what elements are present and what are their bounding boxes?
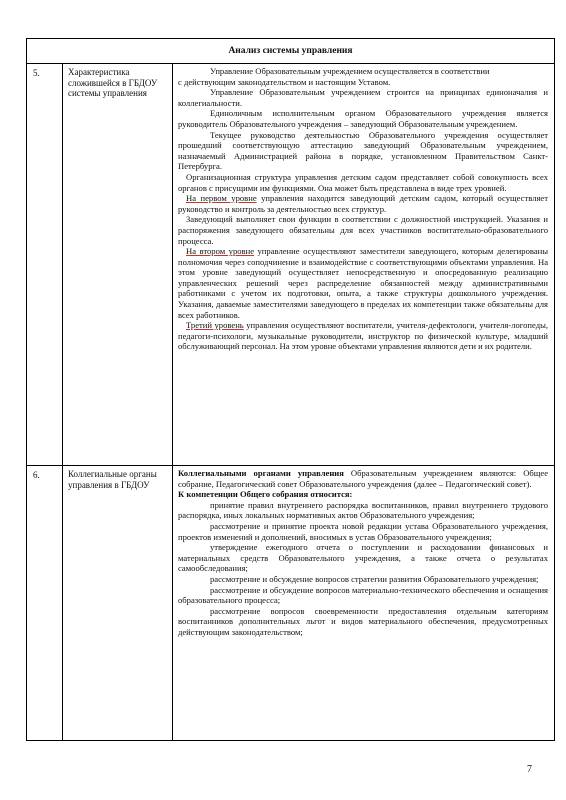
row-content bbox=[173, 466, 555, 741]
paragraph bbox=[178, 320, 548, 352]
paragraph: с действующим законодательством и настоящим Уставом. bbox=[178, 76, 391, 87]
row-number: 6. bbox=[27, 466, 63, 741]
paragraph bbox=[178, 468, 548, 489]
paragraph-text: управление осуществляют заместители заведующего, которым делегированы полномочия через соподчинение и взаимодействие с соответствующими объектами управления. На этом уровне заведующий осуществляет непосредственную и опосредованную реализацию управленческих решений через распределение обязанностей между административными работниками с учетом их подготовки, опыта, а также структуры дошкольного учреждения. Указания, даваемые заместителями заведующего в пределах их компетенции также обязательны для всех работников. bbox=[178, 246, 549, 320]
list-item: рассмотрение и обсуждение вопросов стратегии развития Образовательного учреждения; bbox=[210, 573, 539, 584]
list-item: рассмотрение и обсуждение вопросов материально-технического обеспечения и оснащения образовательного процесса; bbox=[178, 584, 549, 606]
row-content bbox=[173, 64, 555, 466]
paragraph: Текущее руководство деятельностью Образовательного учреждения осуществляет прошедший соответствующую аттестацию заведующий Образовательным учреждением, назначаемый Администрацией района в порядке, установленном Правительством Санкт-Петербурга. bbox=[178, 129, 549, 172]
list-item: рассмотрение вопросов своевременности предоставления отдельным категориям воспитанников дополнительных льгот и видов материального обеспечения, предусмотренных действующим законодательством; bbox=[178, 605, 549, 637]
paragraph: Единоличным исполнительным органом Образовательного учреждения является руководитель Образовательного учреждения – заведующий Образовательным учреждением. bbox=[178, 108, 549, 129]
list-item: утверждение ежегодного отчета о поступлении и расходовании финансовых и материальных средств Образовательного учреждения, а также отчета о результатах самообследования; bbox=[178, 542, 549, 574]
underlined-term: Третий уровень bbox=[186, 320, 244, 331]
underlined-term: На втором уровне bbox=[186, 246, 255, 257]
paragraph: Заведующий выполняет свои функции в соответствии с должностной инструкцией. Указания и распоряжения заведующего обязательны для всех участников воспитательно-образовательного процесса. bbox=[178, 214, 549, 246]
underlined-term: На первом уровне bbox=[186, 193, 257, 204]
page-number: 7 bbox=[527, 764, 532, 775]
row-number: 5. bbox=[27, 64, 63, 466]
paragraph bbox=[178, 246, 548, 320]
paragraph-text: управления осуществляют воспитатели, учителя-дефектологи, учителя-логопеды, педагоги-психологи, музыкальные руководители, инструктор по физической культуре, младший обслуживающий персонал. На этом уровне объектами управления являются дети и их родители. bbox=[178, 320, 549, 352]
list-item: принятие правил внутреннего распорядка воспитанников, правил внутреннего трудового распорядка, иных локальных нормативных актов Образовательного учреждения; bbox=[178, 499, 549, 521]
list-item: рассмотрение и принятие проекта новой редакции устава Образовательного учреждения, проектов изменений и дополнений, вносимых в устав Образовательного учреждения; bbox=[178, 520, 549, 542]
paragraph-text: Образовательным учреждением являются: Общее собрание, Педагогический совет Образовательного учреждения (далее – Педагогический совет). bbox=[178, 468, 549, 489]
paragraph: К компетенции Общего собрания относится: bbox=[178, 489, 353, 500]
table-header: Анализ системы управления bbox=[27, 39, 555, 64]
paragraph: Управление Образовательным учреждением строится на принципах единоначалия и коллегиальности. bbox=[178, 87, 549, 108]
management-analysis-table bbox=[26, 38, 555, 741]
table-row bbox=[27, 64, 555, 466]
paragraph bbox=[178, 193, 548, 214]
row-title: Коллегиальные органы управления в ГБДОУ bbox=[63, 466, 173, 741]
row-title: Характеристика сложившейся в ГБДОУ системы управления bbox=[63, 64, 173, 466]
paragraph-text: управления находится заведующий детским садом, который осуществляет руководство и контроль за деятельностью всех структур. bbox=[178, 193, 549, 214]
bold-term: Коллегиальными органами управления bbox=[178, 468, 344, 478]
paragraph: Управление Образовательным учреждением осуществляется в соответствии bbox=[210, 66, 490, 76]
table-row bbox=[27, 466, 555, 741]
paragraph: Организационная структура управления детским садом представляет собой совокупность всех органов с присущими им функциями. Она может быть представлена в виде трех уровней. bbox=[178, 171, 549, 193]
